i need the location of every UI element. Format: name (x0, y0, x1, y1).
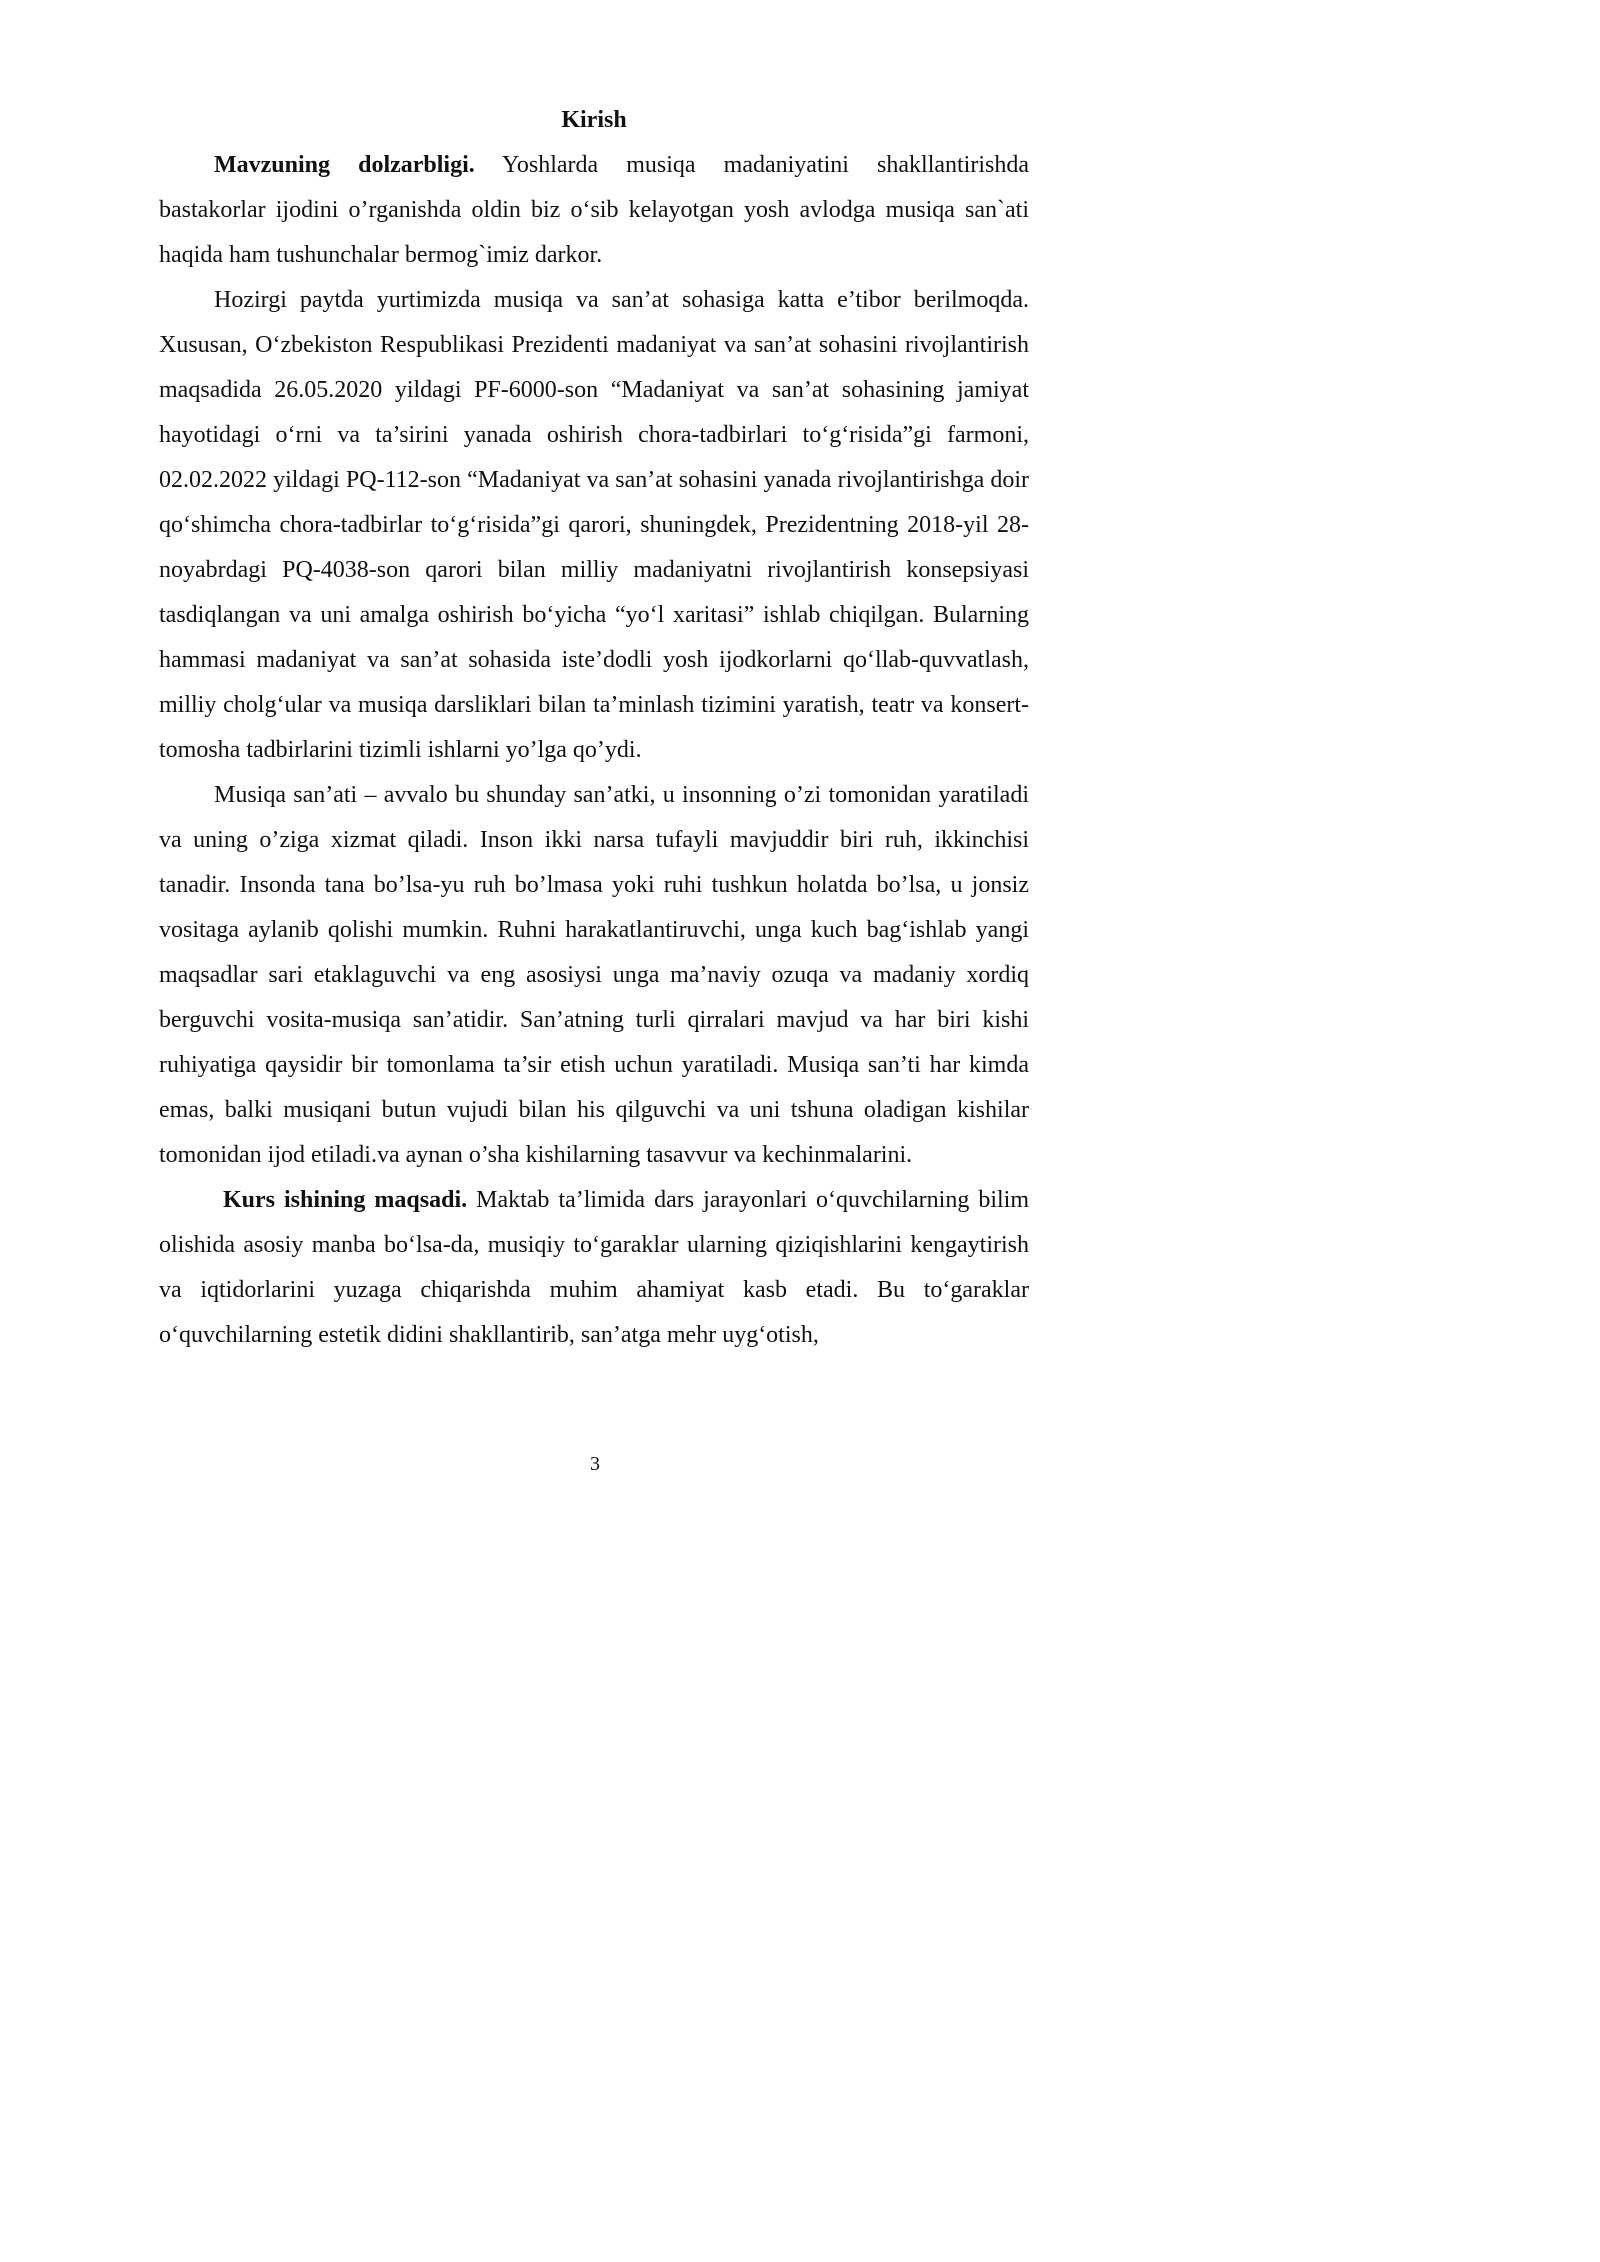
paragraph-policy (159, 278, 1029, 773)
paragraph-music-art (159, 773, 1029, 1178)
page-content (159, 98, 1029, 1358)
paragraph-goal (159, 1178, 1029, 1358)
page-number: 3 (590, 1453, 600, 1475)
paragraph-relevance (159, 143, 1029, 278)
paragraph-text: Maktab ta’limida dars jarayonlari o‘quvchilarning bilim olishida asosiy manba bo‘lsa-da, musiqiy to‘garaklar ularning qiziqishlarini kengaytirish va iqtidorlarini yuzaga chiqarishda muhim ahamiyat kasb etadi. Bu to‘garaklar o‘quvchilarning estetik didini shakllantirib, san’atga mehr uyg‘otish, (159, 1187, 1029, 1348)
paragraph-text: Yoshlarda musiqa madaniyatini shakllantirishda bastakorlar ijodini o’rganishda oldin biz o‘sib kelayotgan yosh avlodga musiqa san`ati haqida ham tushunchalar bermog`imiz darkor. (159, 152, 1030, 268)
section-title: Kirish (561, 107, 627, 133)
paragraph-text: Hozirgi paytda yurtimizda musiqa va san’at sohasiga katta e’tibor berilmoqda. Xususan, O‘zbekiston Respublikasi Prezidenti madaniyat va san’at sohasini rivojlantirish maqsadida 26.05.2020 yildagi PF-6000-son “Madaniyat va san’at sohasining jamiyat hayotidagi o‘rni va ta’sirini yanada oshirish chora-tadbirlari to‘g‘risida”gi farmoni, 02.02.2022 yildagi PQ-112-son “Madaniyat va san’at sohasini yanada rivojlantirishga doir qo‘shimcha chora-tadbirlar to‘g‘risida”gi qarori, shuningdek, Prezidentning 2018-yil 28-noyabrdagi PQ-4038-son qarori bilan milliy madaniyatni rivojlantirish konsepsiyasi tasdiqlangan va uni amalga oshirish bo‘yicha “yo‘l xaritasi” ishlab chiqilgan. Bularning hammasi madaniyat va san’at sohasida iste’dodli yosh ijodkorlarni qo‘llab-quvvatlash, milliy cholg‘ular va musiqa darsliklari bilan ta’minlash tizimini yaratish, teatr va konsert-tomosha tadbirlarini tizimli ishlarni yo’lga qo’ydi. (159, 287, 1029, 763)
document-page (0, 0, 1110, 1570)
paragraph-lead: Mavzuning dolzarbligi. (214, 152, 475, 178)
paragraph-lead: Kurs ishining maqsadi. (223, 1187, 468, 1213)
paragraph-text: Musiqa san’ati – avvalo bu shunday san’atki, u insonning o’zi tomonidan yaratiladi va uning o’ziga xizmat qiladi. Inson ikki narsa tufayli mavjuddir biri ruh, ikkinchisi tanadir. Insonda tana bo’lsa-yu ruh bo’lmasa yoki ruhi tushkun holatda bo’lsa, u jonsiz vositaga aylanib qolishi mumkin. Ruhni harakatlantiruvchi, unga kuch bag‘ishlab yangi maqsadlar sari etaklaguvchi va eng asosiysi unga ma’naviy ozuqa va madaniy xordiq berguvchi vosita-musiqa san’atidir. San’atning turli qirralari mavjud va har biri kishi ruhiyatiga qaysidir bir tomonlama ta’sir etish uchun yaratiladi. Musiqa san’ti har kimda emas, balki musiqani butun vujudi bilan his qilguvchi va uni tshuna oladigan kishilar tomonidan ijod etiladi.va aynan o’sha kishilarning tasavvur va kechinmalarini. (159, 782, 1029, 1168)
